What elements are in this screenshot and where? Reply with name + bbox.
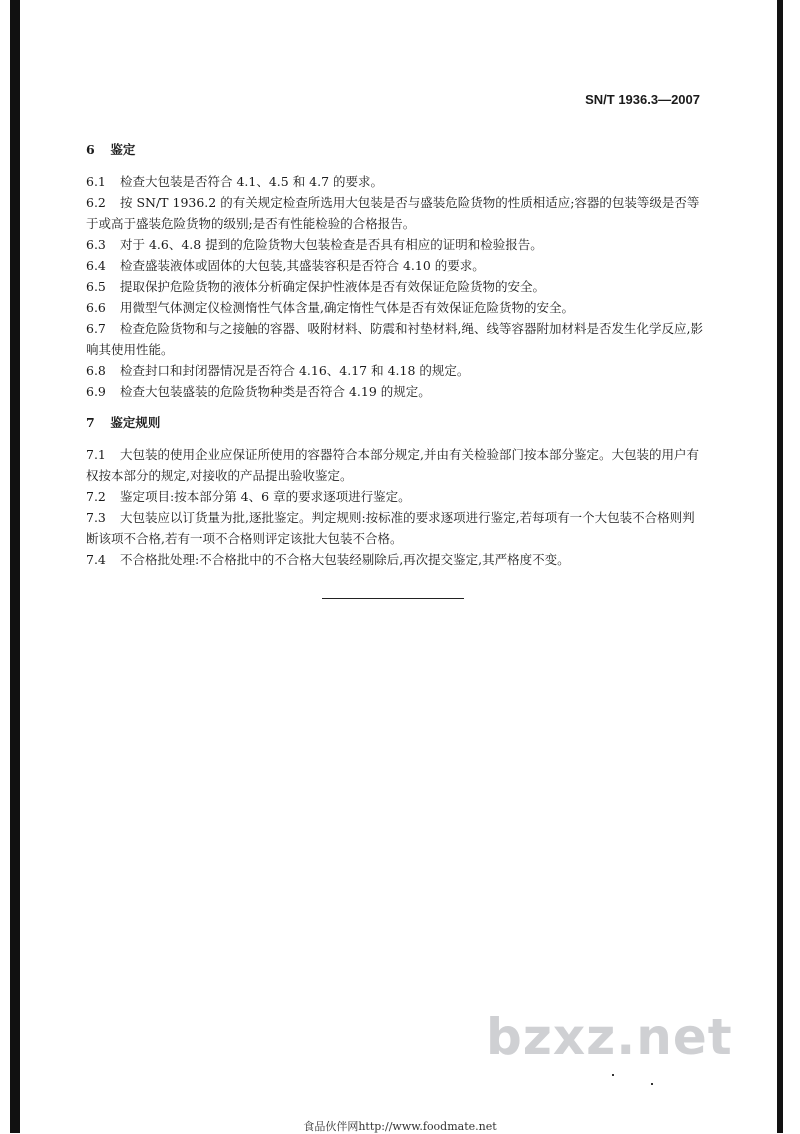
section-title: 鉴定 [110, 142, 136, 157]
section-number: 7 [86, 415, 95, 430]
scan-speck [612, 1074, 614, 1076]
clause-number: 6.5 [86, 279, 106, 294]
clause-number: 6.9 [86, 384, 106, 399]
watermark: bzxz.net [486, 1008, 733, 1066]
end-rule [322, 598, 464, 599]
document-code: SN/T 1936.3—2007 [585, 92, 700, 107]
clause-text: 检查危险货物和与之接触的容器、吸附材料、防震和衬垫材料,绳、线等容器附加材料是否发生化学反应,影响其使用性能。 [86, 321, 703, 357]
section-gap [86, 402, 706, 414]
clause-6-3 [86, 234, 706, 255]
clause-6-1 [86, 171, 706, 192]
clause-text: 检查封口和封闭器情况是否符合 4.16、4.17 和 4.18 的规定。 [120, 363, 470, 378]
section-7-heading [86, 414, 706, 432]
clause-text: 检查盛装液体或固体的大包装,其盛装容积是否符合 4.10 的要求。 [120, 258, 485, 273]
section-6-heading [86, 141, 706, 159]
clause-text: 用微型气体测定仪检测惰性气体含量,确定惰性气体是否有效保证危险货物的安全。 [120, 300, 574, 315]
clause-7-2 [86, 486, 706, 507]
scan-speck [651, 1083, 653, 1085]
clause-number: 6.3 [86, 237, 106, 252]
clause-text: 检查大包装盛装的危险货物种类是否符合 4.19 的规定。 [120, 384, 431, 399]
clause-6-2 [86, 192, 706, 234]
clause-text: 不合格批处理:不合格批中的不合格大包装经剔除后,再次提交鉴定,其严格度不变。 [120, 552, 570, 567]
clause-6-9 [86, 381, 706, 402]
clause-number: 6.4 [86, 258, 106, 273]
clause-6-8 [86, 360, 706, 381]
footer-source: 食品伙伴网http://www.foodmate.net [303, 1120, 497, 1133]
clause-text: 大包装应以订货量为批,逐批鉴定。判定规则:按标准的要求逐项进行鉴定,若每项有一个大包装不合格则判断该项不合格,若有一项不合格则评定该批大包装不合格。 [86, 510, 695, 546]
scan-border-left [10, 0, 20, 1133]
clause-7-1 [86, 444, 706, 486]
clause-6-7 [86, 318, 706, 360]
clause-6-6 [86, 297, 706, 318]
clause-text: 提取保护危险货物的液体分析确定保护性液体是否有效保证危险货物的安全。 [120, 279, 546, 294]
section-number: 6 [86, 142, 95, 157]
clause-text: 检查大包装是否符合 4.1、4.5 和 4.7 的要求。 [120, 174, 384, 189]
clause-number: 7.2 [86, 489, 106, 504]
clause-text: 鉴定项目:按本部分第 4、6 章的要求逐项进行鉴定。 [120, 489, 411, 504]
page-content [86, 141, 706, 570]
section-6-items [86, 171, 706, 402]
clause-number: 6.2 [86, 195, 106, 210]
scan-border-right [777, 0, 783, 1133]
clause-number: 6.7 [86, 321, 106, 336]
clause-text: 对于 4.6、4.8 提到的危险货物大包装检查是否具有相应的证明和检验报告。 [120, 237, 543, 252]
clause-number: 7.3 [86, 510, 106, 525]
clause-number: 7.4 [86, 552, 106, 567]
clause-7-3 [86, 507, 706, 549]
clause-6-4 [86, 255, 706, 276]
clause-number: 7.1 [86, 447, 106, 462]
clause-text: 大包装的使用企业应保证所使用的容器符合本部分规定,并由有关检验部门按本部分鉴定。大包装的用户有权按本部分的规定,对接收的产品提出验收鉴定。 [86, 447, 699, 483]
clause-6-5 [86, 276, 706, 297]
clause-number: 6.8 [86, 363, 106, 378]
clause-number: 6.6 [86, 300, 106, 315]
clause-7-4 [86, 549, 706, 570]
clause-text: 按 SN/T 1936.2 的有关规定检查所选用大包装是否与盛装危险货物的性质相适应;容器的包装等级是否等于或高于盛装危险货物的级别;是否有性能检验的合格报告。 [86, 195, 700, 231]
section-7-items [86, 444, 706, 570]
clause-number: 6.1 [86, 174, 106, 189]
section-title: 鉴定规则 [110, 415, 161, 430]
